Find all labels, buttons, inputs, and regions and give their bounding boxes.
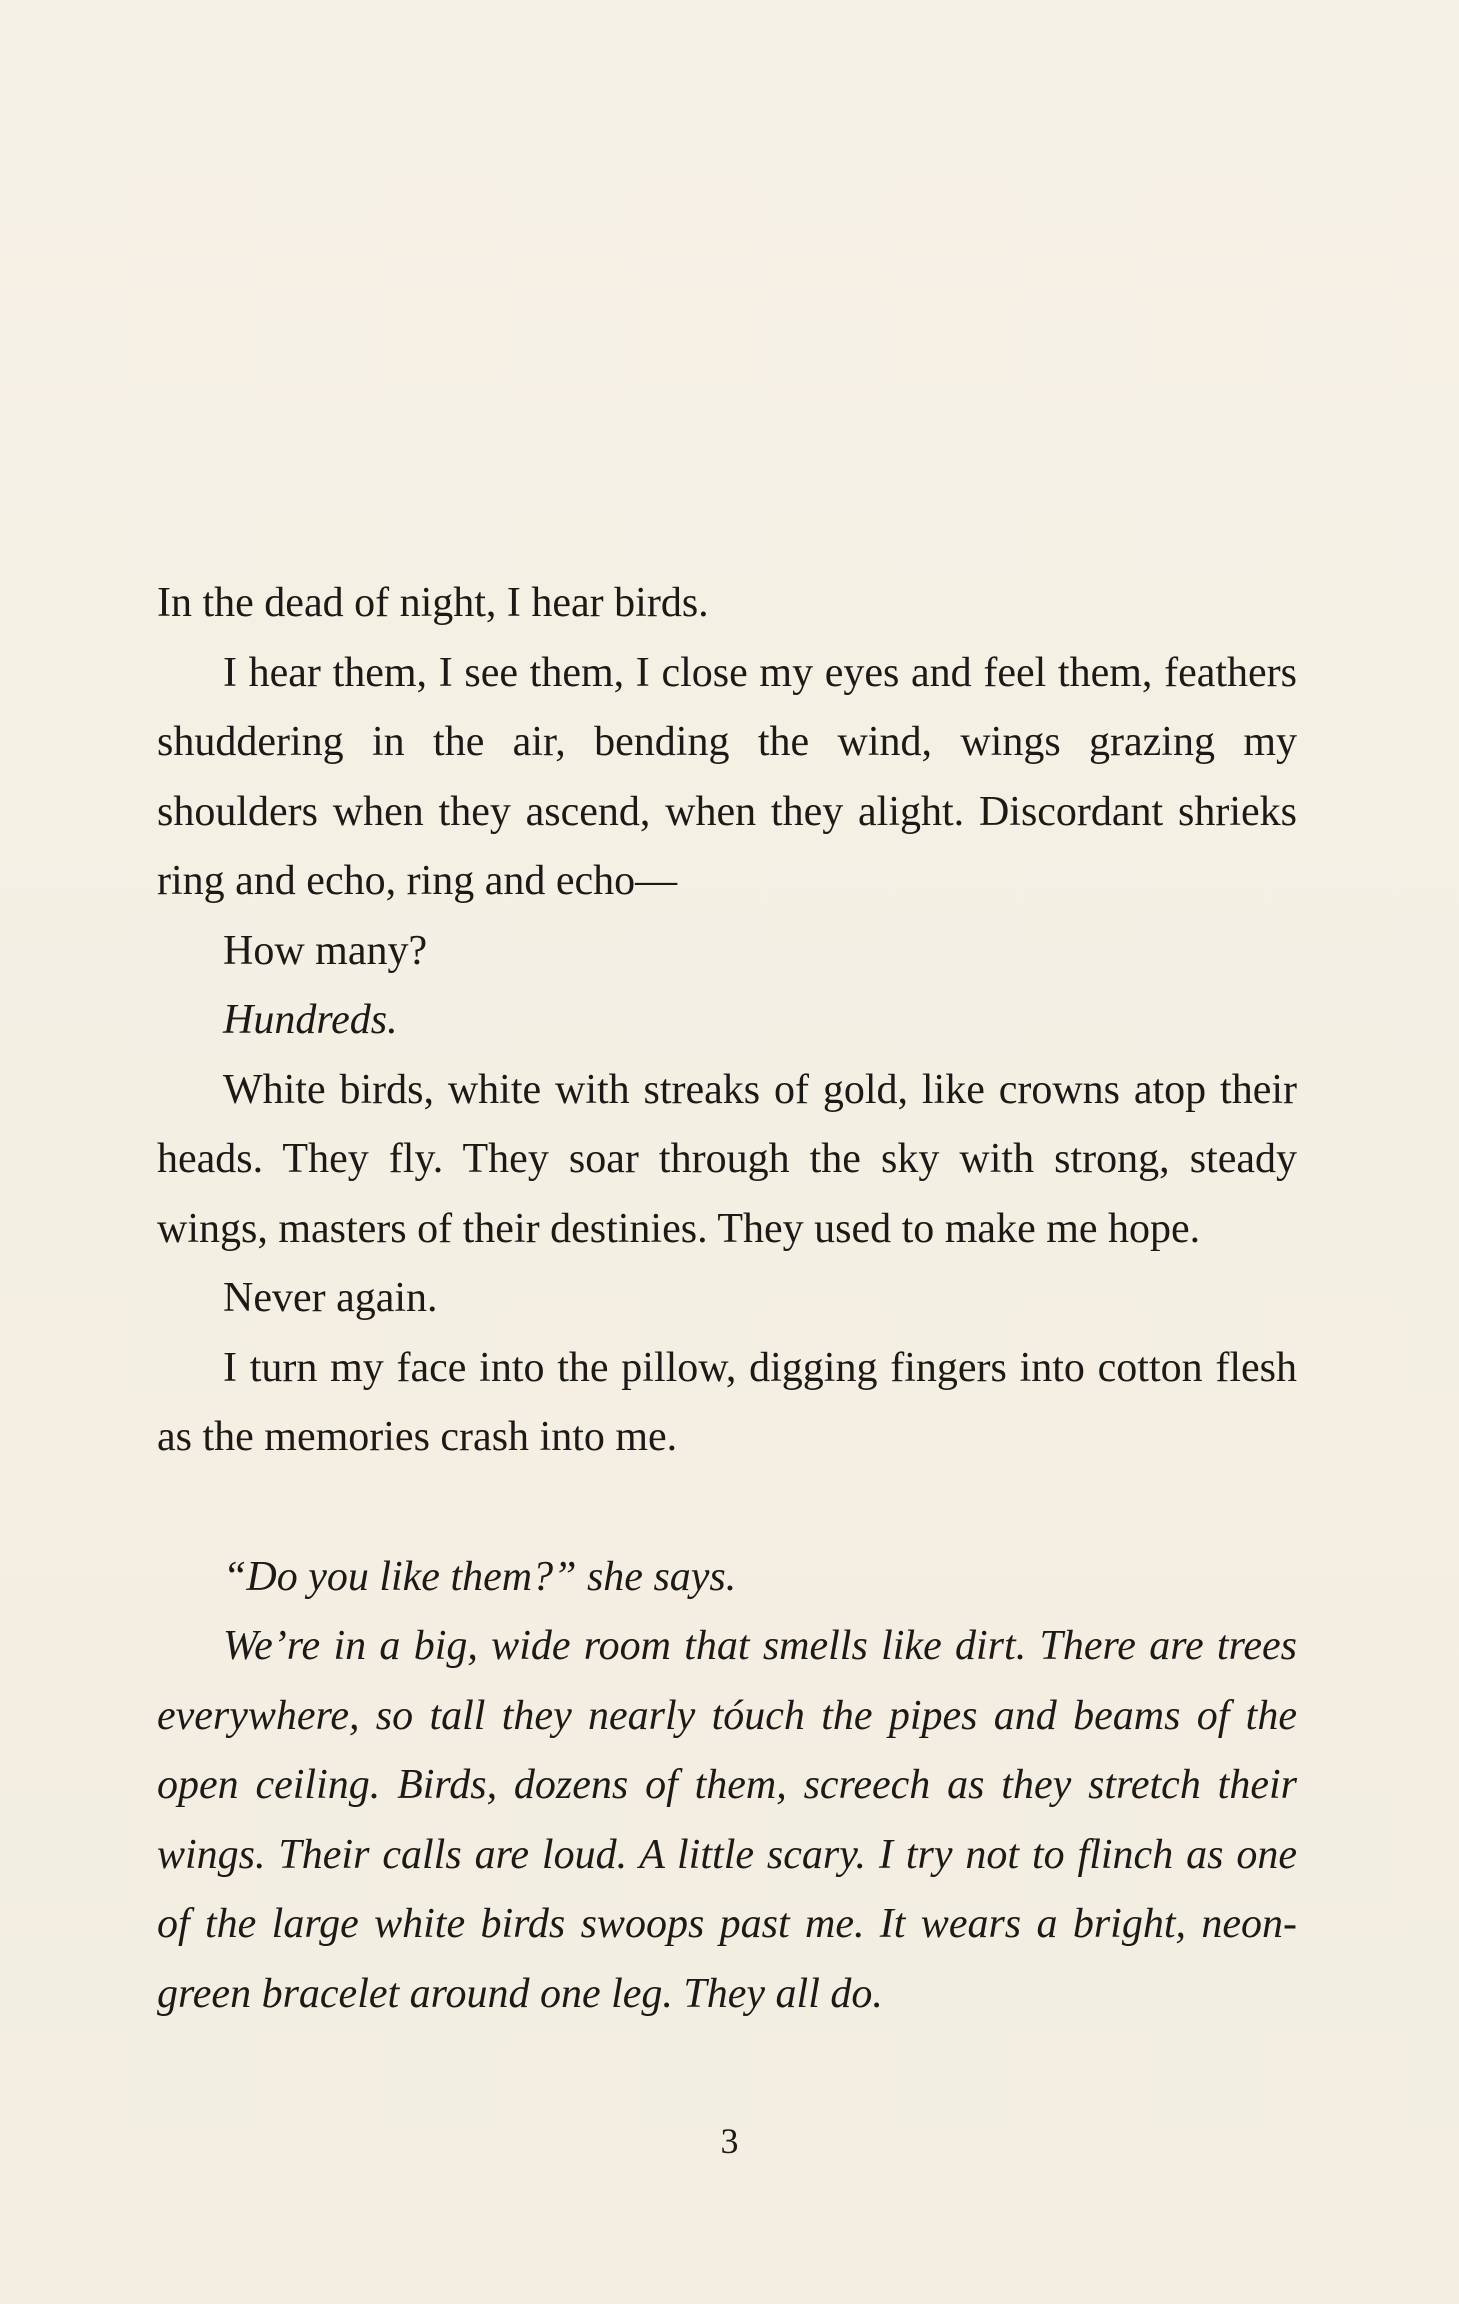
- paragraph: I turn my face into the pillow, digging fingers into cotton flesh as the memories crash into me.: [157, 1344, 1297, 1460]
- body-text: [157, 569, 1297, 2029]
- paragraph: I hear them, I see them, I close my eyes and feel them, feathers shuddering in the air, bending the wind, wings grazing my shoulders when they ascend, when they alight. Discordant shrieks ring and echo, ring and echo—: [157, 649, 1297, 904]
- paragraph-italic: “Do you like them?” she says.: [223, 1553, 737, 1600]
- paragraph: How many?: [223, 927, 428, 974]
- section-break: [157, 1473, 1297, 1543]
- paragraph-italic: Hundreds.: [223, 997, 398, 1043]
- paragraph: Never again.: [223, 1275, 438, 1321]
- page-number: 3: [720, 2121, 739, 2161]
- paragraph: White birds, white with streaks of gold, like crowns atop their heads. They fly. They soar through the sky with strong, steady wings, masters of their destinies. They used to make me hope.: [157, 1066, 1297, 1252]
- paragraph-italic: We’re in a big, wide room that smells like dirt. There are trees everywhere, so tall they nearly tóuch the pipes and beams of the open ceiling. Birds, dozens of them, screech as they stretch their wings. Their calls are loud. A little scary. I try not to flinch as one of the large white birds swoops past me. It wears a bright, neon-green bracelet around one leg. They all do.: [157, 1623, 1297, 2017]
- paragraph-opening: In the dead of night, I hear birds.: [157, 580, 709, 626]
